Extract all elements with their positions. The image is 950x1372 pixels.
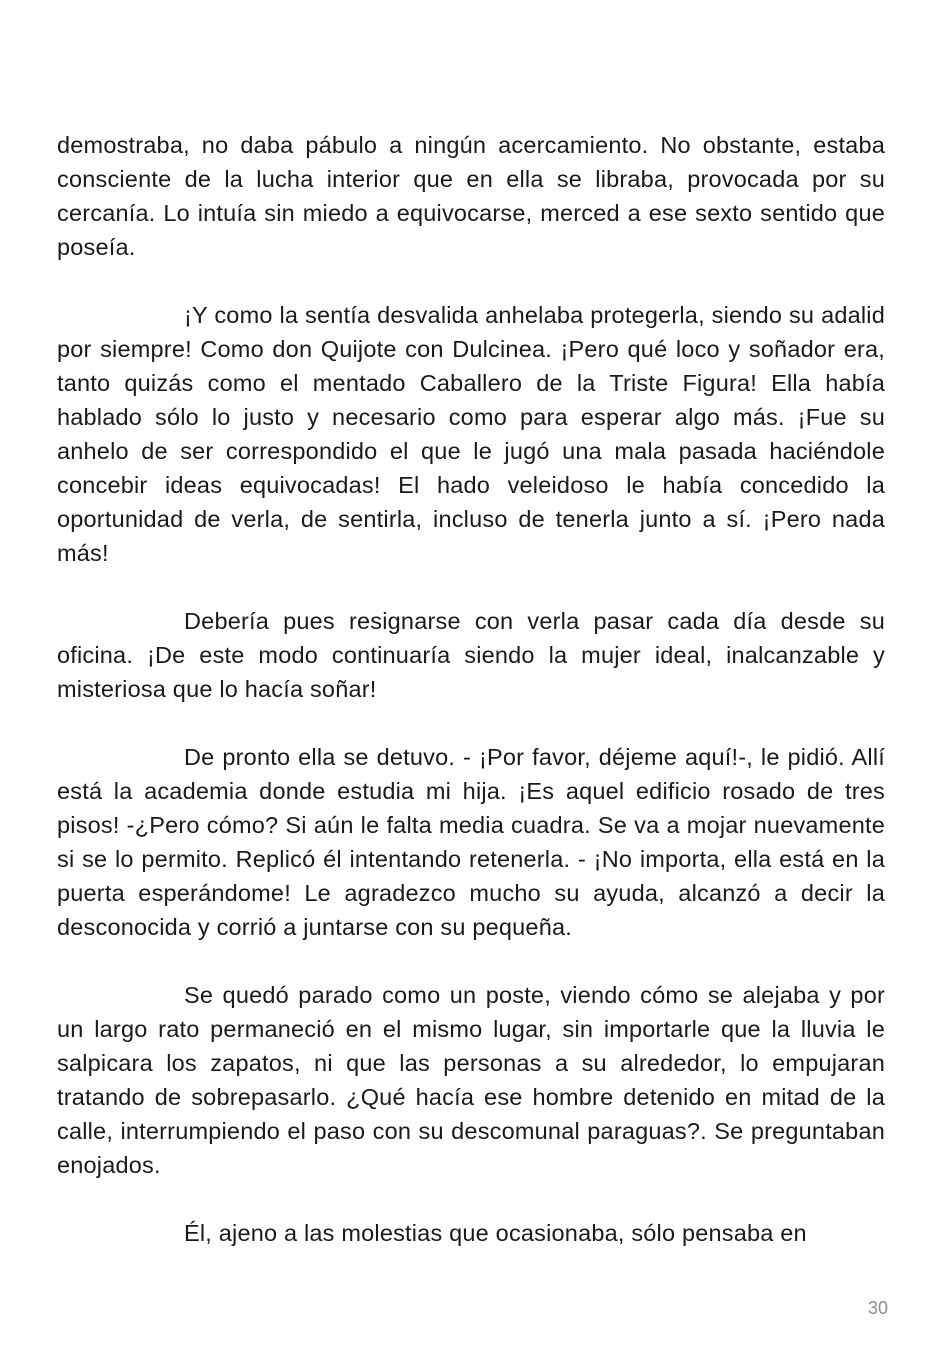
body-text (57, 128, 885, 1250)
paragraph-4: De pronto ella se detuvo. - ¡Por favor, déjeme aquí!-, le pidió. Allí está la academia donde estudia mi hija. ¡Es aquel edificio rosado de tres pisos! -¿Pero cómo? Si aún le falta media cuadra. Se va a mojar nuevamente si se lo permito. Replicó él intentando retenerla. - ¡No importa, ella está en la puerta esperándome! Le agradezco mucho su ayuda, alcanzó a decir la desconocida y corrió a juntarse con su pequeña. (57, 744, 885, 940)
paragraph-5: Se quedó parado como un poste, viendo cómo se alejaba y por un largo rato permaneció en el mismo lugar, sin importarle que la lluvia le salpicara los zapatos, ni que las personas a su alrededor, lo empujaran tratando de sobrepasarlo. ¿Qué hacía ese hombre detenido en mitad de la calle, interrumpiendo el paso con su descomunal paraguas?. Se preguntaban enojados. (57, 982, 885, 1178)
paragraph-3: Debería pues resignarse con verla pasar cada día desde su oficina. ¡De este modo continuaría siendo la mujer ideal, inalcanzable y misteriosa que lo hacía soñar! (57, 608, 885, 702)
paragraph-1: demostraba, no daba pábulo a ningún acercamiento. No obstante, estaba consciente de la lucha interior que en ella se libraba, provocada por su cercanía. Lo intuía sin miedo a equivocarse, merced a ese sexto sentido que poseía. (57, 132, 885, 260)
paragraph-2: ¡Y como la sentía desvalida anhelaba protegerla, siendo su adalid por siempre! Como don Quijote con Dulcinea. ¡Pero qué loco y soñador era, tanto quizás como el mentado Caballero de la Triste Figura! Ella había hablado sólo lo justo y necesario como para esperar algo más. ¡Fue su anhelo de ser correspondido el que le jugó una mala pasada haciéndole concebir ideas equivocadas! El hado veleidoso le había concedido la oportunidad de verla, de sentirla, incluso de tenerla junto a sí. ¡Pero nada más! (57, 302, 885, 566)
page-number: 30 (867, 1298, 888, 1318)
paragraph-6: Él, ajeno a las molestias que ocasionaba, sólo pensaba en (184, 1220, 807, 1246)
